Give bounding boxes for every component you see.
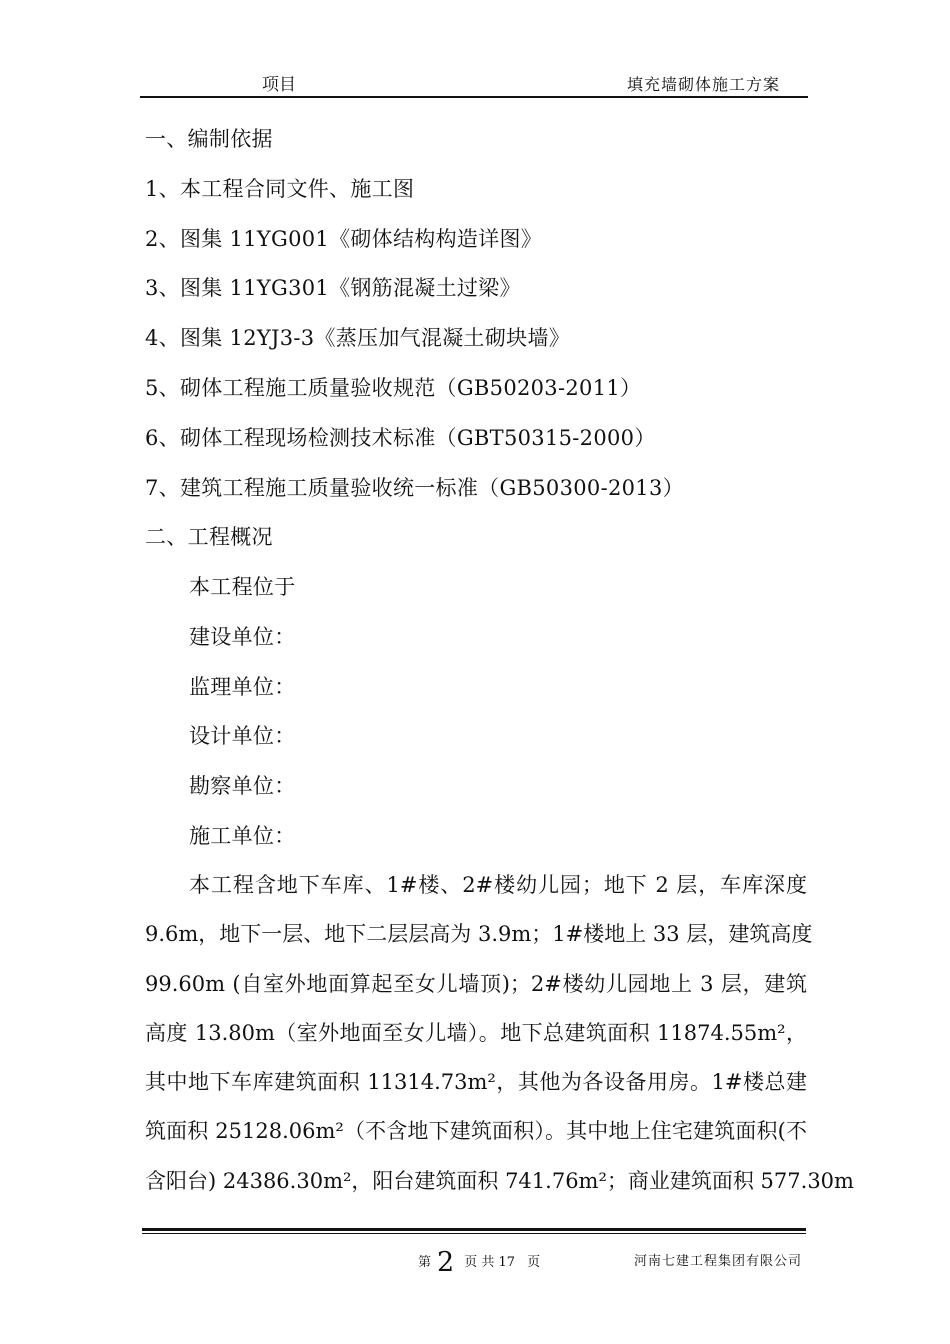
paragraph-line: 筑面积 25128.06m²（不含地下建筑面积）。其中地上住宅建筑面积(不 bbox=[145, 1119, 807, 1144]
paragraph-line: 高度 13.80m（室外地面至女儿墙）。地下总建筑面积 11874.55m²， bbox=[145, 1020, 807, 1045]
basis-item-4: 4、图集 12YJ3-3《蒸压加气混凝土砌块墙》 bbox=[145, 326, 571, 350]
footer-page-indicator bbox=[418, 1242, 541, 1278]
basis-item-5: 5、砌体工程施工质量验收规范（GB50203-2011） bbox=[145, 376, 642, 400]
page-mid: 页 共 bbox=[464, 1255, 495, 1270]
paragraph-line: 含阳台) 24386.30m²，阳台建筑面积 741.76m²；商业建筑面积 577.30m bbox=[145, 1168, 854, 1193]
paragraph-line: 99.60m (自室外地面算起至女儿墙顶)；2#楼幼儿园地上 3 层，建筑 bbox=[145, 971, 807, 996]
footer-divider-thick bbox=[142, 1228, 806, 1231]
page-suffix: 页 bbox=[527, 1255, 541, 1270]
footer-divider-thin bbox=[142, 1233, 806, 1234]
section-heading-overview: 二、工程概况 bbox=[145, 525, 273, 549]
overview-location: 本工程位于 bbox=[189, 575, 296, 599]
paragraph-line: 其中地下车库建筑面积 11314.73m²，其他为各设备用房。1#楼总建 bbox=[145, 1070, 807, 1095]
basis-item-1: 1、本工程合同文件、施工图 bbox=[145, 177, 415, 201]
header-project-label: 项目 bbox=[262, 75, 296, 95]
overview-paragraph bbox=[145, 866, 854, 1211]
overview-supervisor: 监理单位： bbox=[189, 675, 296, 699]
footer-company-name: 河南七建工程集团有限公司 bbox=[634, 1254, 803, 1269]
page-number: 2 bbox=[437, 1247, 455, 1278]
overview-surveyor: 勘察单位： bbox=[189, 774, 296, 798]
basis-item-6: 6、砌体工程现场检测技术标准（GBT50315-2000） bbox=[145, 426, 656, 450]
overview-designer: 设计单位： bbox=[189, 724, 296, 748]
header-divider bbox=[140, 96, 808, 98]
header-document-title: 填充墙砌体施工方案 bbox=[627, 75, 781, 94]
section-heading-basis: 一、编制依据 bbox=[145, 127, 273, 151]
paragraph-line: 本工程含地下车库、1#楼、2#楼幼儿园；地下 2 层，车库深度 bbox=[189, 873, 807, 897]
page-total: 17 bbox=[498, 1255, 516, 1270]
page-prefix: 第 bbox=[418, 1255, 432, 1270]
overview-owner: 建设单位： bbox=[189, 625, 296, 649]
paragraph-line: 9.6m，地下一层、地下二层层高为 3.9m；1#楼地上 33 层，建筑高度 bbox=[145, 922, 813, 947]
basis-item-7: 7、建筑工程施工质量验收统一标准（GB50300-2013） bbox=[145, 476, 684, 500]
basis-item-3: 3、图集 11YG301《钢筋混凝土过梁》 bbox=[145, 276, 521, 300]
overview-contractor: 施工单位： bbox=[189, 824, 296, 848]
basis-item-2: 2、图集 11YG001《砌体结构构造详图》 bbox=[145, 227, 543, 251]
